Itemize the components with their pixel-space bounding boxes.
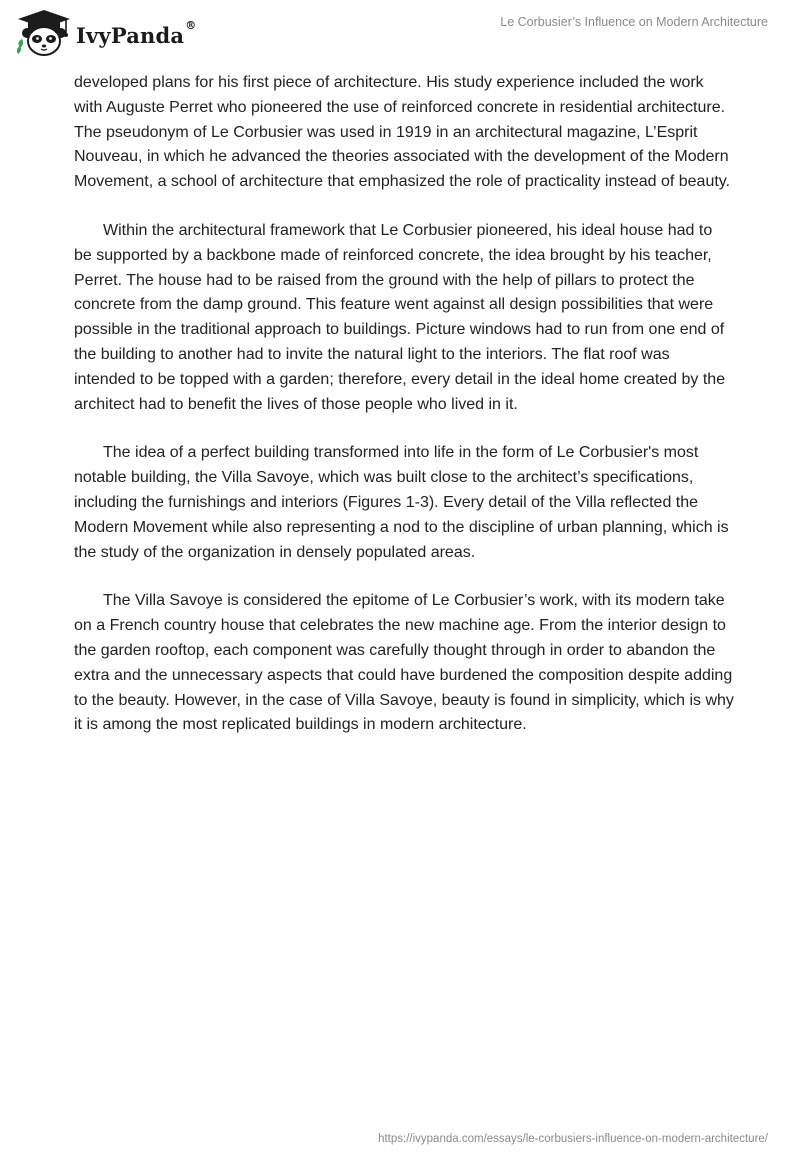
page-header — [0, 0, 800, 70]
essay-body — [74, 71, 734, 762]
essay-paragraph: Within the architectural framework that Le Corbusier pioneered, his ideal house had to be supported by a backbone made of reinforced concrete, the idea brought by his teacher, Perret. The house had to be raised from the ground with the help of pillars to protect the concrete from the damp ground. This feature went against all design possibilities that were possible in the traditional approach to buildings. Picture windows had to run from one end of the building to another had to invite the natural light to the interiors. The flat roof was intended to be topped with a garden; therefore, every detail in the ideal home created by the architect had to benefit the lives of those people who lived in it. — [74, 221, 726, 413]
essay-paragraph: The idea of a perfect building transformed into life in the form of Le Corbusier's most notable building, the Villa Savoye, which was built close to the architect’s specifications, including the furnishings and interiors (Figures 1-3). Every detail of the Villa reflected the Modern Movement while also representing a nod to the discipline of urban planning, which is the study of the organization in densely populated areas. — [74, 444, 729, 561]
registered-mark: ® — [185, 18, 197, 32]
running-title: Le Corbusier’s Influence on Modern Architecture — [500, 15, 768, 29]
essay-paragraph: The Villa Savoye is considered the epitome of Le Corbusier’s work, with its modern take on a French country house that celebrates the new machine age. From the interior design to the garden rooftop, each component was carefully thought through in order to abandon the extra and the unnecessary aspects that could have burdened the composition despite adding to the beauty. However, in the case of Villa Savoye, beauty is found in simplicity, which is why it is among the most replicated buildings in modern architecture. — [74, 592, 734, 734]
ivypanda-logo[interactable] — [14, 8, 196, 58]
source-url[interactable]: https://ivypanda.com/essays/le-corbusiers-influence-on-modern-architecture/ — [378, 1133, 768, 1145]
essay-paragraph: developed plans for his first piece of architecture. His study experience included the work with Auguste Perret who pioneered the use of reinforced concrete in residential architecture. The pseudonym of Le Corbusier was used in 1919 in an architectural magazine, L’Esprit Nouveau, in which he advanced the theories associated with the development of the Modern Movement, a school of architecture that emphasized the role of practicality instead of beauty. — [74, 74, 731, 191]
brand-name: IvyPanda® — [76, 18, 197, 48]
panda-graduation-cap-icon — [14, 8, 74, 58]
